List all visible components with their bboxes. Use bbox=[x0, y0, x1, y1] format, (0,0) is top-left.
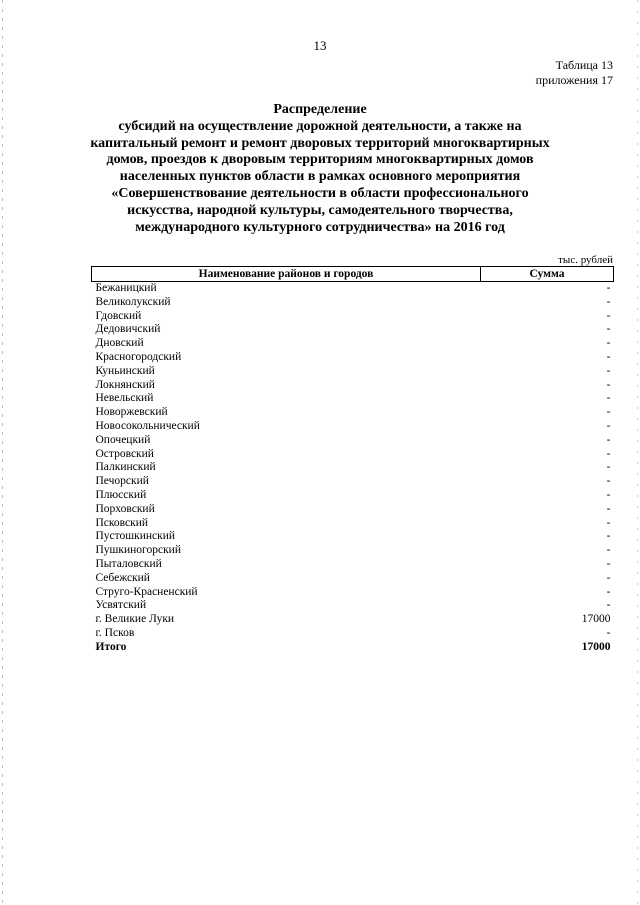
subsidy-amount: - bbox=[606, 337, 611, 350]
subsidy-amount: - bbox=[606, 571, 611, 584]
table-row bbox=[92, 530, 614, 544]
table-row bbox=[92, 337, 614, 351]
district-name: Невельский bbox=[95, 392, 154, 405]
subsidy-amount: - bbox=[606, 392, 611, 405]
subsidy-amount: - bbox=[606, 323, 611, 336]
subsidy-amount: - bbox=[606, 433, 611, 446]
subsidy-amount: - bbox=[606, 419, 611, 432]
table-reference bbox=[536, 58, 613, 87]
district-name: Плюсский bbox=[95, 488, 147, 501]
table-row bbox=[92, 296, 614, 310]
district-name: Псковский bbox=[95, 516, 149, 529]
table-row bbox=[92, 406, 614, 420]
title-line: Распределение bbox=[273, 102, 367, 117]
subsidy-amount: - bbox=[606, 516, 611, 529]
district-name: Дедовичский bbox=[95, 323, 161, 336]
table-row bbox=[92, 613, 614, 627]
subsidy-amount: - bbox=[606, 475, 611, 488]
table-row bbox=[92, 475, 614, 489]
district-name: Гдовский bbox=[95, 309, 142, 322]
subsidy-amount: - bbox=[606, 406, 611, 419]
title-line: международного культурного сотрудничества» на 2016 год bbox=[135, 219, 505, 235]
district-name: Пустошкинский bbox=[95, 530, 176, 543]
subsidy-amount: - bbox=[606, 364, 611, 377]
subsidy-amount: - bbox=[606, 599, 611, 612]
subsidy-amount: - bbox=[606, 502, 611, 515]
table-row bbox=[92, 586, 614, 600]
table-body bbox=[92, 282, 614, 655]
subsidy-amount: - bbox=[606, 585, 611, 598]
table-row bbox=[92, 351, 614, 365]
table-row bbox=[92, 310, 614, 324]
table-row bbox=[92, 627, 614, 641]
table-row bbox=[92, 572, 614, 586]
district-name: г. Великие Луки bbox=[95, 613, 175, 626]
table-row bbox=[92, 323, 614, 337]
subsidy-amount: - bbox=[606, 309, 611, 322]
district-name: Печорский bbox=[95, 475, 149, 488]
header-amount: Сумма bbox=[481, 267, 614, 282]
subsidy-amount: - bbox=[606, 282, 611, 294]
scan-edge-right bbox=[637, 0, 638, 905]
subsidy-amount: - bbox=[606, 447, 611, 460]
subsidy-amount: - bbox=[606, 350, 611, 363]
table-row bbox=[92, 544, 614, 558]
district-name: Новосокольнический bbox=[95, 419, 200, 432]
subsidy-amount: - bbox=[606, 626, 611, 639]
table-row bbox=[92, 517, 614, 531]
district-name: Красногородский bbox=[95, 350, 182, 363]
document-title bbox=[80, 102, 560, 236]
subsidy-amount: - bbox=[606, 461, 611, 474]
district-name: Усвятский bbox=[95, 599, 147, 612]
subsidy-amount: 17000 bbox=[581, 613, 611, 626]
distribution-table bbox=[91, 266, 614, 655]
total-amount: 17000 bbox=[581, 640, 611, 653]
district-name: Бежаницкий bbox=[95, 282, 157, 294]
table-row bbox=[92, 392, 614, 406]
page-number: 13 bbox=[313, 38, 327, 53]
subsidy-amount: - bbox=[606, 378, 611, 391]
district-name: г. Псков bbox=[95, 626, 135, 639]
district-name: Куньинский bbox=[95, 364, 155, 377]
subsidy-amount: - bbox=[606, 530, 611, 543]
table-row bbox=[92, 489, 614, 503]
title-line: «Совершенствование деятельности в области профессионального bbox=[111, 185, 529, 201]
table-row bbox=[92, 558, 614, 572]
scan-edge-left bbox=[2, 0, 3, 905]
table-ref-line2: приложения 17 bbox=[535, 72, 613, 87]
total-row bbox=[92, 641, 614, 655]
table-ref-line1: Таблица 13 bbox=[555, 58, 613, 72]
district-name: Порховский bbox=[95, 502, 155, 515]
district-name: Новоржевский bbox=[95, 406, 168, 419]
table-row bbox=[92, 282, 614, 296]
header-name: Наименование районов и городов bbox=[92, 267, 481, 282]
district-name: Струго-Красненский bbox=[95, 585, 198, 598]
district-name: Пыталовский bbox=[95, 557, 162, 570]
district-name: Локнянский bbox=[95, 378, 155, 391]
subsidy-amount: - bbox=[606, 544, 611, 557]
title-line: искусства, народной культуры, самодеятельного творчества, bbox=[127, 202, 513, 218]
subsidy-amount: - bbox=[606, 488, 611, 501]
table-header-row bbox=[92, 267, 614, 282]
subsidy-amount: - bbox=[606, 295, 611, 308]
table-row bbox=[92, 599, 614, 613]
district-name: Опочецкий bbox=[95, 433, 151, 446]
title-line: субсидий на осуществление дорожной деятельности, а также на bbox=[118, 118, 522, 134]
subsidy-amount: - bbox=[606, 557, 611, 570]
table-row bbox=[92, 420, 614, 434]
district-name: Палкинский bbox=[95, 461, 156, 474]
units-label: тыс. рублей bbox=[558, 254, 613, 266]
district-name: Пушкиногорский bbox=[95, 544, 181, 557]
district-name: Себежский bbox=[95, 571, 150, 584]
district-name: Островский bbox=[95, 447, 154, 460]
title-line: населенных пунктов области в рамках основного мероприятия bbox=[119, 169, 521, 185]
table-row bbox=[92, 503, 614, 517]
table-row bbox=[92, 448, 614, 462]
table-row bbox=[92, 365, 614, 379]
table-row bbox=[92, 434, 614, 448]
title-line: капитальный ремонт и ремонт дворовых территорий многоквартирных bbox=[90, 135, 550, 151]
total-label: Итого bbox=[95, 640, 127, 653]
title-line: домов, проездов к дворовым территориям многоквартирных домов bbox=[106, 152, 534, 168]
district-name: Дновский bbox=[95, 337, 144, 350]
table-row bbox=[92, 461, 614, 475]
district-name: Великолукский bbox=[95, 295, 171, 308]
table-row bbox=[92, 379, 614, 393]
